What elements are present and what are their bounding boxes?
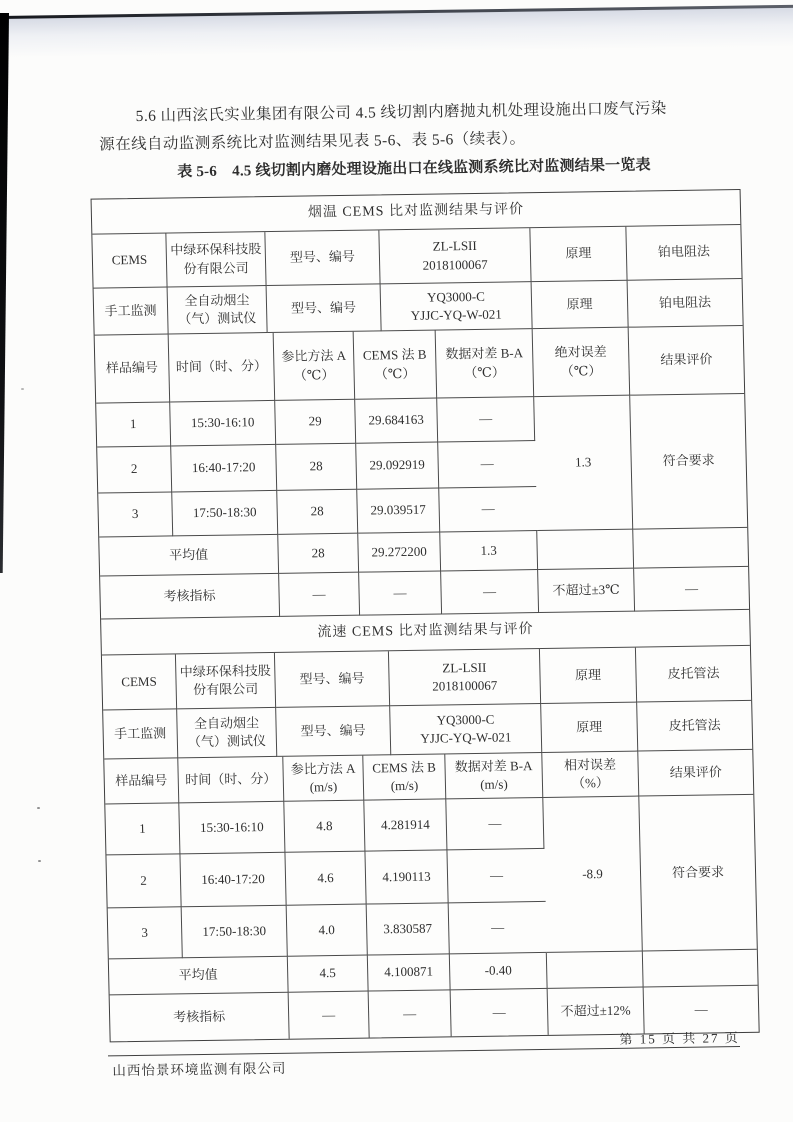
- cell-empty: [537, 530, 634, 570]
- col-header-diff: 数据对差 B-A (m/s): [445, 753, 543, 799]
- cell-assessment-evaluation: —: [634, 567, 749, 612]
- cell-cems: 3.830587: [367, 903, 450, 955]
- cell-diff: —: [437, 397, 535, 442]
- sample-row: [96, 394, 745, 448]
- page-number: 第 15 页 共 27 页: [619, 1030, 740, 1047]
- cell-time: 15:30-16:10: [170, 401, 276, 447]
- cell-diff: —: [439, 487, 537, 532]
- cell-principle-value: 铂电阻法: [628, 279, 743, 328]
- cell-reference: 28: [276, 444, 357, 491]
- column-header-row: [95, 326, 745, 404]
- cell-cems: 29.039517: [357, 488, 440, 533]
- cell-average-reference: 28: [278, 534, 359, 574]
- cell-diff: —: [446, 798, 544, 850]
- cell-sample-no: 3: [98, 492, 173, 537]
- cell-model-value: YQ3000-C YJJC-YQ-W-021: [381, 282, 533, 331]
- data-table-velocity: [104, 750, 758, 1042]
- cell-principle-label: 原理: [532, 281, 629, 329]
- cell-system-label: 手工监测: [94, 288, 169, 336]
- scan-speck: [21, 388, 24, 390]
- col-header-sample-no: 样品编号: [104, 758, 179, 804]
- cell-cems: 29.684163: [355, 399, 438, 444]
- cell-model-label: 型号、编号: [275, 651, 390, 708]
- cell-empty: [643, 950, 758, 988]
- cell-reference: 28: [277, 490, 358, 535]
- cell-model-label: 型号、编号: [276, 706, 391, 757]
- comparison-table: [91, 189, 760, 1042]
- section-title-temperature: 烟温 CEMS 比对监测结果与评价: [92, 190, 741, 235]
- section-title-velocity: 流速 CEMS 比对监测结果与评价: [101, 610, 750, 656]
- col-header-time: 时间（时、分）: [169, 333, 276, 403]
- table-caption: 表 5-6 4.5 线切割内磨处理设施出口在线监测系统比对监测结果一览表: [177, 157, 651, 181]
- cell-average-cems: 29.272200: [358, 532, 441, 572]
- table-row: [92, 225, 741, 289]
- cell-average-diff: 1.3: [440, 531, 538, 571]
- cell-empty: [547, 951, 644, 988]
- col-header-time: 时间（时、分）: [178, 757, 284, 804]
- cell-reference: 29: [275, 400, 356, 445]
- cell-average-diff: -0.40: [450, 953, 548, 990]
- cell-principle-value: 皮托管法: [636, 646, 751, 703]
- cell-cems: 29.092919: [356, 442, 439, 489]
- cell-principle-value: 铂电阻法: [626, 225, 741, 281]
- table-row: [102, 646, 751, 711]
- cell-assessment-cems: —: [359, 571, 442, 615]
- cell-principle-label: 原理: [541, 703, 638, 753]
- cell-model-value: YQ3000-C YJJC-YQ-W-021: [390, 704, 542, 755]
- cell-assessment-diff: —: [451, 989, 549, 1036]
- cell-sample-no: 3: [108, 907, 183, 959]
- cell-assessment-label: 考核指标: [110, 993, 290, 1042]
- scan-speck: [37, 807, 40, 809]
- cell-device-name: 中绿环保科技股份有限公司: [176, 653, 276, 709]
- cell-device-name: 中绿环保科技股份有限公司: [166, 232, 266, 287]
- cell-assessment-reference: —: [289, 992, 370, 1039]
- cell-assessment-evaluation: —: [694, 1001, 708, 1017]
- cell-assessment-limit: 不超过±3℃: [538, 569, 635, 613]
- cell-sample-no: 2: [97, 446, 172, 493]
- cell-assessment-limit: 不超过±12%: [548, 987, 645, 1034]
- scan-speck: [38, 860, 41, 862]
- cell-principle-label: 原理: [530, 227, 627, 282]
- cell-diff: —: [449, 902, 547, 954]
- cell-sample-no: 1: [96, 402, 171, 447]
- col-header-evaluation: 结果评价: [629, 326, 745, 396]
- cell-cems: 4.281914: [364, 799, 447, 851]
- cell-average-cems: 4.100871: [368, 954, 451, 991]
- col-header-diff: 数据对差 B-A （℃）: [436, 329, 535, 398]
- cell-system-label: CEMS: [92, 234, 167, 289]
- cell-evaluation-merged: 符合要求: [630, 394, 747, 530]
- data-table-temperature: [95, 326, 749, 620]
- cell-model-label: 型号、编号: [267, 284, 382, 333]
- col-header-sample-no: 样品编号: [95, 334, 171, 403]
- cell-diff: —: [438, 441, 536, 488]
- cell-average-label: 平均值: [99, 535, 279, 577]
- cell-sample-no: 2: [106, 854, 181, 908]
- cell-assessment-reference: —: [279, 573, 360, 617]
- cell-reference: 4.6: [285, 852, 366, 906]
- cell-diff: —: [447, 849, 545, 903]
- cell-assessment-label: 考核指标: [100, 574, 280, 620]
- cell-principle-label: 原理: [540, 648, 637, 704]
- cell-time: 16:40-17:20: [180, 853, 286, 908]
- col-header-error: 相对误差 （%）: [542, 752, 639, 798]
- footer-company-name: 山西怡景环境监测有限公司: [112, 1060, 287, 1079]
- cell-time: 15:30-16:10: [179, 802, 285, 855]
- intro-line-1: 5.6 山西泫氏实业集团有限公司 4.5 线切割内磨抛丸机处理设施出口废气污染: [135, 100, 667, 125]
- col-header-error: 绝对误差 （℃）: [533, 328, 631, 397]
- cell-system-label: 手工监测: [103, 709, 178, 759]
- sample-row: [105, 795, 754, 856]
- cell-time: 16:40-17:20: [171, 445, 277, 493]
- instrument-table-temperature: [92, 225, 742, 336]
- cell-average-reference: 4.5: [288, 956, 369, 993]
- cell-model-value: ZL-LSII 2018100067: [379, 228, 531, 284]
- cell-time: 17:50-18:30: [172, 491, 278, 537]
- cell-sample-no: 1: [105, 803, 180, 855]
- cell-reference: 4.8: [284, 801, 365, 853]
- cell-error-merged: 1.3: [534, 396, 633, 531]
- intro-line-2: 源在线自动监测系统比对监测结果见表 5-6、表 5-6（续表）。: [99, 130, 526, 154]
- cell-evaluation-merged: 符合要求: [639, 795, 757, 952]
- col-header-evaluation: 结果评价: [638, 750, 753, 797]
- cell-system-label: CEMS: [102, 654, 177, 710]
- cell-assessment-diff: —: [441, 570, 539, 614]
- cell-device-name: 全自动烟尘（气）测试仪: [177, 708, 277, 758]
- cell-average-label: 平均值: [109, 957, 289, 996]
- cell-model-value: ZL-LSII 2018100067: [389, 649, 541, 706]
- cell-principle-value: 皮托管法: [637, 701, 752, 752]
- col-header-reference: 参比方法 A （℃）: [274, 332, 356, 401]
- cell-reference: 4.0: [287, 905, 368, 957]
- col-header-reference: 参比方法 A (m/s): [283, 756, 364, 802]
- col-header-cems: CEMS 法 B （℃）: [354, 331, 438, 400]
- cell-error-merged: -8.9: [543, 797, 643, 953]
- cell-time: 17:50-18:30: [182, 906, 288, 959]
- cell-assessment-cems: —: [369, 990, 452, 1037]
- col-header-cems: CEMS 法 B (m/s): [363, 754, 446, 800]
- cell-model-label: 型号、编号: [265, 230, 380, 286]
- cell-empty: [633, 528, 748, 569]
- cell-device-name: 全自动烟尘（气）测试仪: [168, 286, 268, 334]
- cell-cems: 4.190113: [365, 850, 448, 904]
- instrument-table-velocity: [102, 646, 752, 760]
